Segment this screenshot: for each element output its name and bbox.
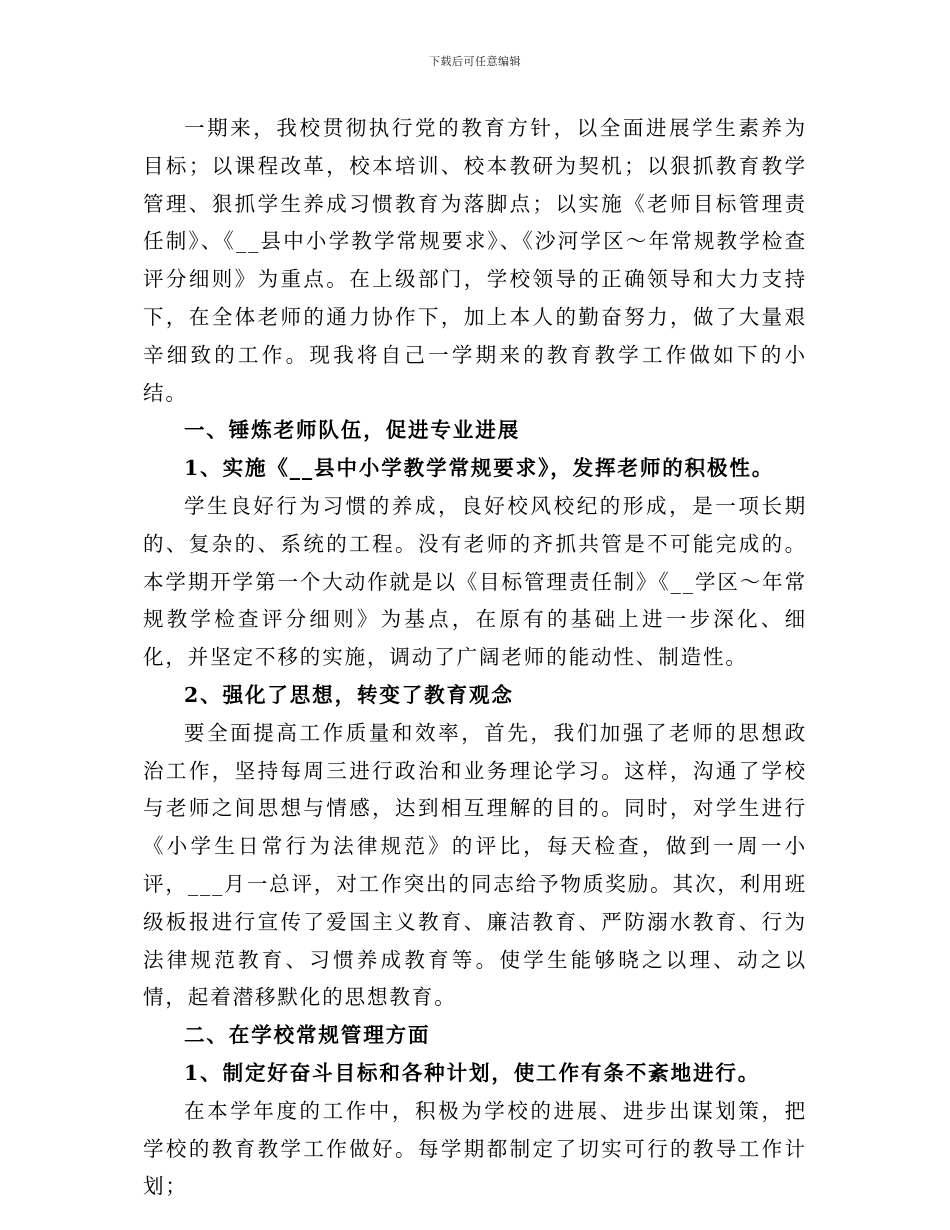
section-heading-1: 一、锤炼老师队伍，促进专业进展 bbox=[184, 418, 520, 443]
intro-paragraph: 一期来，我校贯彻执行党的教育方针，以全面进展学生素养为目标；以课程改革，校本培训、校本教研为契机；以狠抓教育教学管理、狠抓学生养成习惯教育为落脚点；以实施《老师目标管理责任制》、《__县中小学教学常规要求》、《沙河学区～年常规教学检查评分细则》为重点。在上级部门，学校领导的正确领导和大力支持下，在全体老师的通力协作下，加上本人的勤奋努力，做了大量艰辛细致的工作。现我将自己一学期来的教育教学工作做如下的小结。 bbox=[143, 116, 807, 405]
subsection-heading-1-1: 1、实施《__县中小学教学常规要求》，发挥老师的积极性。 bbox=[184, 456, 775, 481]
subsection-heading-2-1: 1、制定好奋斗目标和各种计划，使工作有条不紊地进行。 bbox=[184, 1060, 761, 1085]
section-heading-2: 二、在学校常规管理方面 bbox=[184, 1023, 431, 1048]
subsection-heading-1-2: 2、强化了思想，转变了教育观念 bbox=[184, 682, 514, 707]
page-header: 下载后可任意编辑 bbox=[429, 55, 521, 68]
paragraph-2-1: 在本学年度的工作中，积极为学校的进展、进步出谋划策，把学校的教育教学工作做好。每学期都制定了切实可行的教导工作计划； bbox=[143, 1098, 807, 1199]
paragraph-1-1: 学生良好行为习惯的养成，良好校风校纪的形成，是一项长期的、复杂的、系统的工程。没有老师的齐抓共管是不可能完成的。本学期开学第一个大动作就是以《目标管理责任制》《__学区～年常规教学检查评分细则》为基点，在原有的基础上进一步深化、细化，并坚定不移的实施，调动了广阔老师的能动性、制造性。 bbox=[143, 493, 807, 670]
paragraph-1-2: 要全面提高工作质量和效率，首先，我们加强了老师的思想政治工作，坚持每周三进行政治和业务理论学习。这样，沟通了学校与老师之间思想与情感，达到相互理解的目的。同时，对学生进行《小学生日常行为法律规范》的评比，每天检查，做到一周一小评，___月一总评，对工作突出的同志给予物质奖励。其次，利用班级板报进行宣传了爱国主义教育、廉洁教育、严防溺水教育、行为法律规范教育、习惯养成教育等。使学生能够晓之以理、动之以情，起着潜移默化的思想教育。 bbox=[143, 720, 807, 1010]
document-body bbox=[143, 110, 807, 1206]
